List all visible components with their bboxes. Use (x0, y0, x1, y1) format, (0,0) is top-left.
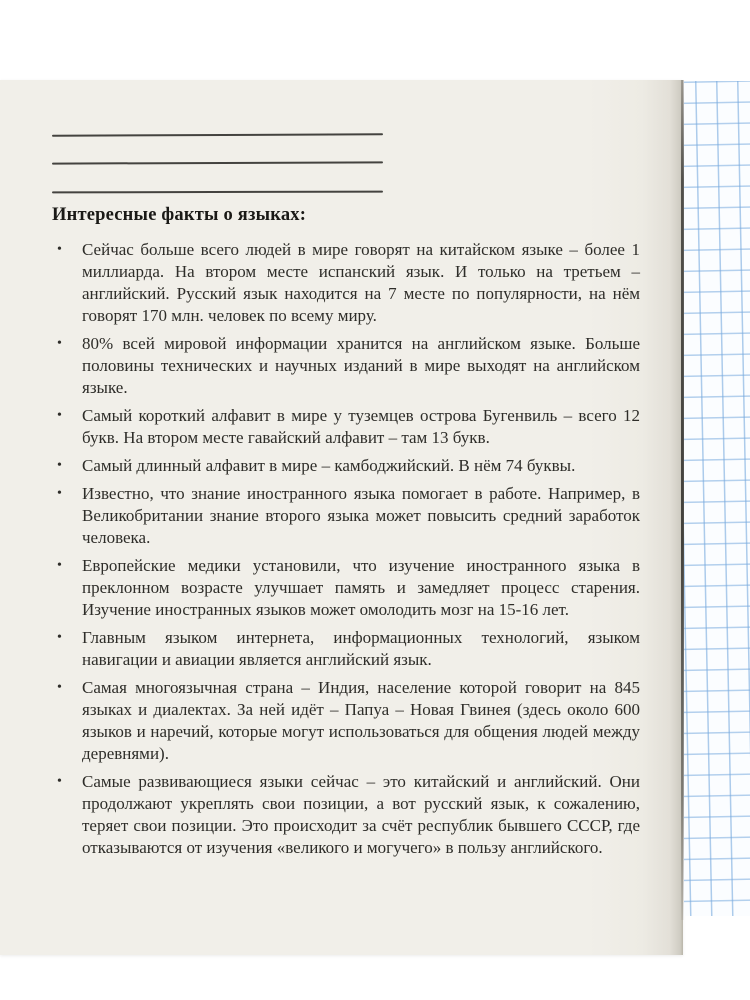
fact-text: Самый короткий алфавит в мире у туземцев острова Бугенвиль – всего 12 букв. На втором месте гавайский алфавит – там 13 букв. (82, 406, 640, 447)
section-heading: Интересные факты о языках: (52, 205, 307, 225)
fact-item (57, 677, 640, 765)
fact-item (57, 771, 640, 859)
fact-text: Самые развивающиеся языки сейчас – это китайский и английский. Они продолжают укреплять свои позиции, а вот русский язык, к сожалению, теряет свои позиции. Это происходит за счёт республик бывшего СССР, где отказываются от изучения «великого и могучего» в пользу английского. (82, 772, 640, 857)
fact-text: Известно, что знание иностранного языка помогает в работе. Например, в Великобритании знание второго языка может повысить средний заработок человека. (82, 484, 640, 547)
fact-item (57, 627, 640, 671)
fact-item (57, 483, 640, 549)
fact-item (57, 239, 640, 327)
fact-item (57, 333, 640, 399)
fact-text: 80% всей мировой информации хранится на английском языке. Больше половины технических и научных изданий в мире выходят на английском языке. (82, 334, 640, 397)
fact-text: Самая многоязычная страна – Индия, население которой говорит на 845 языках и диалектах. За ней идёт – Папуа – Новая Гвинея (здесь около 600 языков и наречий, которые могут использоваться для общения людей между деревнями). (82, 678, 640, 763)
bullet-icon: • (57, 486, 62, 501)
fact-item (57, 405, 640, 449)
bullet-icon: • (57, 408, 62, 423)
bullet-icon: • (57, 630, 62, 645)
bullet-icon: • (57, 558, 62, 573)
bullet-icon: • (57, 336, 62, 351)
fact-item (57, 555, 640, 621)
fact-text: Сейчас больше всего людей в мире говорят на китайском языке – более 1 миллиарда. На втором месте испанский язык. И только на третьем – английский. Русский язык находится на 7 месте по популярности, на нём говорят 170 млн. человек по всему миру. (82, 240, 640, 325)
notebook-grid-paper (684, 81, 750, 916)
bullet-icon: • (57, 680, 62, 695)
grid-pattern (684, 81, 750, 916)
bullet-icon: • (57, 242, 62, 257)
fact-item (57, 455, 640, 477)
facts-list (57, 239, 640, 865)
bullet-icon: • (57, 458, 62, 473)
bullet-icon: • (57, 774, 62, 789)
fact-text: Самый длинный алфавит в мире – камбоджийский. В нём 74 буквы. (82, 456, 576, 475)
fact-text: Европейские медики установили, что изучение иностранного языка в преклонном возрасте улучшает память и замедляет процесс старения. Изучение иностранных языков может омолодить мозг на 15-16 лет. (82, 556, 640, 619)
fact-text: Главным языком интернета, информационных технологий, языком навигации и авиации является английский язык. (82, 628, 640, 669)
page-edge-shadow (681, 80, 684, 920)
